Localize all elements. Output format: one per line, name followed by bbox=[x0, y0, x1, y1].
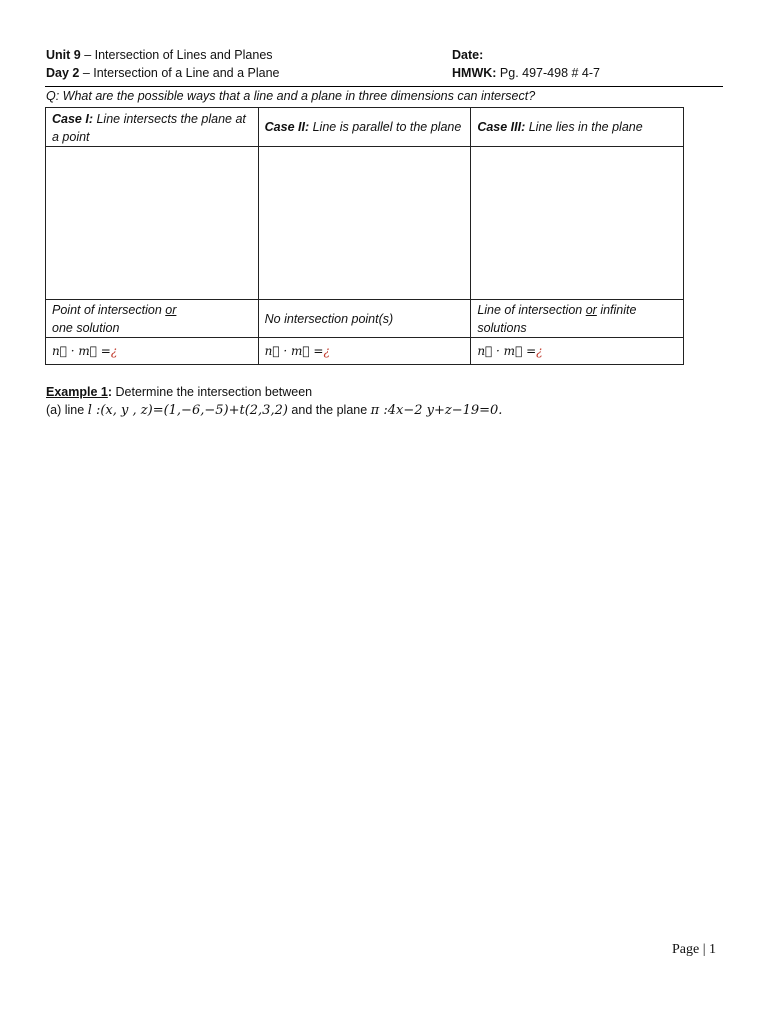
case-3-sketch-area bbox=[471, 147, 684, 300]
case-3-result-a: Line of intersection bbox=[477, 302, 586, 317]
case-1-header bbox=[46, 108, 259, 147]
case-1-result-b: one solution bbox=[52, 320, 120, 335]
case-1-dot-product bbox=[46, 338, 259, 365]
day-title-text: – Intersection of a Line and a Plane bbox=[79, 66, 280, 80]
case-1-result-or: or bbox=[165, 302, 177, 317]
plane-equation: π :4x−2 y+z−19=0. bbox=[370, 403, 503, 418]
cases-table bbox=[45, 107, 684, 365]
example-heading bbox=[46, 385, 312, 399]
case-2-result bbox=[258, 300, 471, 338]
case-header-row bbox=[46, 108, 684, 147]
case-3-result-b: infinite solutions bbox=[477, 302, 637, 335]
sketch-row bbox=[46, 147, 684, 300]
case-2-result-a: No intersection point(s) bbox=[264, 311, 394, 326]
case-1-sketch-area bbox=[46, 147, 259, 300]
homework-field bbox=[452, 66, 600, 80]
homework-label: HMWK: bbox=[452, 66, 497, 80]
case-3-result bbox=[471, 300, 684, 338]
homework-value: Pg. 497-498 # 4-7 bbox=[496, 66, 600, 80]
day-title bbox=[46, 66, 280, 80]
date-field bbox=[452, 48, 483, 62]
page-number: Page | 1 bbox=[672, 942, 717, 957]
case-3-label: Case III: bbox=[477, 120, 526, 134]
part-a-prefix: (a) line bbox=[46, 403, 88, 417]
case-2-text: Line is parallel to the plane bbox=[309, 120, 462, 134]
case-2-header bbox=[258, 108, 471, 147]
case-1-label: Case I: bbox=[52, 111, 93, 126]
case-1-dot-expr: n⃗ · m⃗ = bbox=[52, 344, 111, 358]
part-a-mid: and the plane bbox=[287, 403, 371, 417]
case-3-result-or: or bbox=[585, 302, 597, 317]
date-label: Date: bbox=[452, 48, 484, 62]
line-equation: l :(x, y , z)=(1,−6,−5)+t(2,3,2) bbox=[87, 403, 288, 418]
unit-title-text: – Intersection of Lines and Planes bbox=[80, 48, 273, 62]
case-3-header bbox=[471, 108, 684, 147]
dot-product-row bbox=[46, 338, 684, 365]
case-3-dot-mark: ¿ bbox=[536, 344, 543, 358]
header-divider bbox=[45, 86, 723, 87]
example-intro: Determine the intersection between bbox=[112, 385, 313, 399]
case-1-text: Line intersects the plane at a point bbox=[52, 111, 246, 144]
example-label: Example 1 bbox=[46, 385, 108, 399]
case-1-result bbox=[46, 300, 259, 338]
unit-number: Unit 9 bbox=[46, 48, 81, 62]
case-2-sketch-area bbox=[258, 147, 471, 300]
case-2-dot-product bbox=[258, 338, 471, 365]
case-2-dot-mark: ¿ bbox=[323, 344, 330, 358]
result-row bbox=[46, 300, 684, 338]
question-text: Q: What are the possible ways that a line and a plane in three dimensions can intersect? bbox=[46, 89, 536, 103]
case-1-result-a: Point of intersection bbox=[52, 302, 166, 317]
case-1-dot-mark: ¿ bbox=[110, 344, 118, 358]
case-2-dot-expr: n⃗ · m⃗ = bbox=[264, 344, 324, 358]
unit-title bbox=[46, 48, 273, 62]
day-number: Day 2 bbox=[46, 66, 80, 80]
case-3-dot-product bbox=[471, 338, 684, 365]
case-2-label: Case II: bbox=[264, 120, 310, 134]
example-colon: : bbox=[107, 385, 113, 399]
case-3-dot-expr: n⃗ · m⃗ = bbox=[477, 344, 537, 358]
case-3-text: Line lies in the plane bbox=[525, 120, 643, 134]
example-part-a bbox=[46, 403, 502, 418]
